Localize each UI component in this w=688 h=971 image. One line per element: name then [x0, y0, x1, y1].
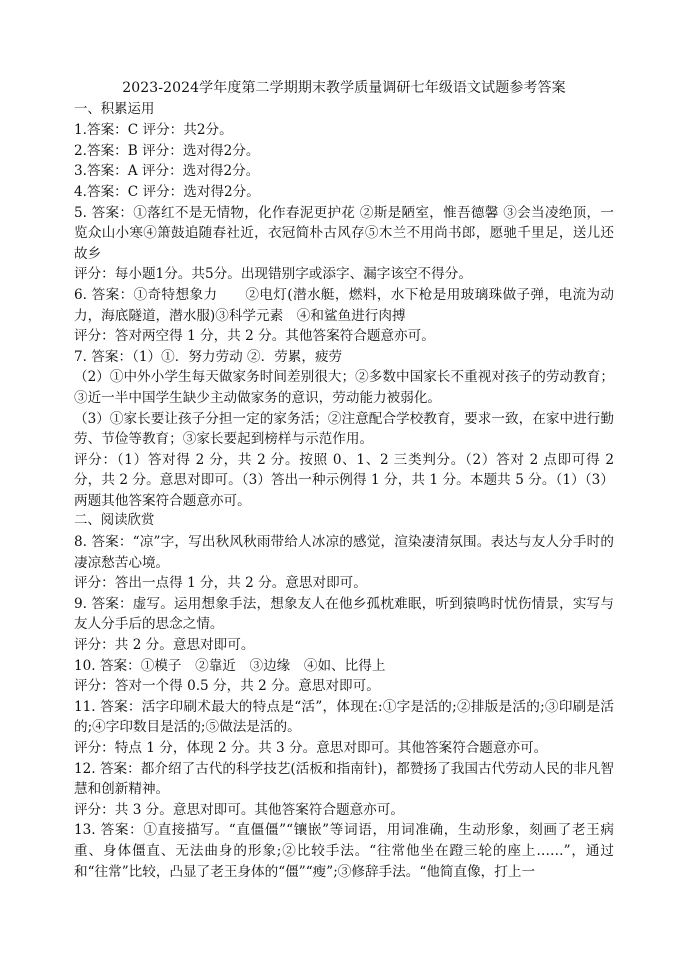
grading-q11: 评分：特点 1 分，体现 2 分。共 3 分。意思对即可。其他答案符合题意亦可。 — [74, 740, 548, 756]
answer-q7-part3: （3）①家长要让孩子分担一定的家务活；②注意配合学校教育，要求一致，在家中进行勤劳、节俭等教育；③家长要起到榜样与示范作用。 — [74, 410, 614, 448]
section-heading-reading: 二、阅读欣赏 — [74, 513, 155, 529]
answer-q12: 12. 答案：都介绍了古代的科学技艺(活板和指南针)，都赞扬了我国古代劳动人民的非凡智慧和创新精神。 — [74, 760, 614, 798]
answer-q7: 7. 答案：（1）①．努力劳动 ②．劳累，疲劳 — [74, 348, 343, 365]
answer-q10: 10. 答案：①模子 ②靠近 ③边缘 ④如、比得上 — [74, 657, 386, 674]
answer-q3: 3.答案：A 评分：选对得2分。 — [74, 163, 260, 180]
grading-q12: 评分：共 3 分。意思对即可。其他答案符合题意亦可。 — [74, 801, 404, 818]
document-title: 2023-2024学年度第二学期期末教学质量调研七年级语文试题参考答案 — [122, 80, 566, 96]
answer-q7-part2: （2）①中外小学生每天做家务时间差别很大；②多数中国家长不重视对孩子的劳动教育；③近一半中国学生缺少主动做家务的意识，劳动能力被弱化。 — [74, 369, 614, 406]
answer-q8: 8. 答案：“凉”字，写出秋风秋雨带给人冰凉的感觉，渲染凄清氛围。表达与友人分手时的凄凉愁苦心境。 — [74, 534, 614, 571]
grading-q5: 评分：每小题1分。共5分。出现错别字或添字、漏字该空不得分。 — [74, 266, 472, 283]
answer-q5: 5. 答案：①落红不是无情物，化作春泥更护花 ②斯是陋室，惟吾德馨 ③会当凌绝顶，一览众山小寒④箫鼓追随春社近，衣冠简朴古风存⑤木兰不用尚书郎，愿驰千里足，送儿还故乡 — [74, 204, 614, 262]
grading-q6: 评分：答对两空得 1 分，共 2 分。其他答案符合题意亦可。 — [74, 328, 435, 345]
answer-q1: 1.答案：C 评分：共2分。 — [74, 122, 233, 139]
answer-q2: 2.答案：B 评分：选对得2分。 — [74, 142, 260, 159]
answer-q6: 6. 答案：①奇特想象力 ②电灯(潜水艇，燃料，水下枪是用玻璃珠做子弹，电流为动力，海底隧道，潜水服)③科学元素 ④和鲨鱼进行肉搏 — [74, 286, 614, 324]
answer-q9: 9. 答案：虚写。运用想象手法，想象友人在他乡孤枕难眠，听到猿鸣时忧伤情景，实写与友人分手后的思念之情。 — [74, 595, 614, 633]
section-heading-accumulation: 一、积累运用 — [74, 101, 155, 117]
grading-q9: 评分：共 2 分。意思对即可。 — [74, 637, 255, 654]
answer-q4: 4.答案：C 评分：选对得2分。 — [74, 183, 260, 200]
grading-q10: 评分：答对一个得 0.5 分，共 2 分。意思对即可。 — [74, 678, 380, 695]
grading-q8: 评分：答出一点得 1 分，共 2 分。意思对即可。 — [74, 575, 367, 592]
answer-q13: 13. 答案：①直接描写。“直僵僵”“镶嵌”等词语，用词准确，生动形象，刻画了老王病重、身体僵直、无法曲身的形象;②比较手法。“往常他坐在蹬三轮的座上……”，通过和“往常”比较，凸显了老王身体的“僵”“瘦”;③修辞手法。“他简直像，打上一 — [74, 822, 614, 880]
answer-q11: 11. 答案：活字印刷术最大的特点是“活”，体现在:①字是活的;②排版是活的;③印刷是活的;④字印数目是活的;⑤做法是活的。 — [74, 698, 614, 736]
grading-q7: 评分：（1）答对得 2 分，共 2 分。按照 0、1、2 三类判分。（2）答对 2 点即可得 2 分，共 2 分。意思对即可。（3）答出一种示例得 1 分，共 1 分。本题共 5 分。（1）（3）两题其他答案符合题意亦可。 — [74, 451, 614, 509]
